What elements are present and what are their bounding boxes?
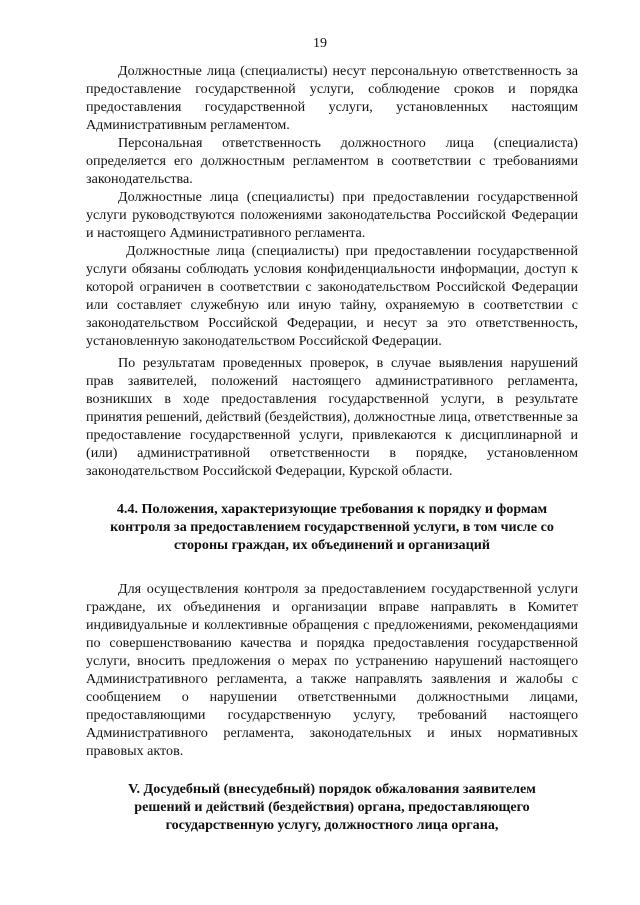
paragraph-personal-responsibility: Должностные лица (специалисты) несут персональную ответственность за предоставление государственной услуги, соблюдение сроков и порядка предоставления государственной услуги, установленных настоящим Административным регламентом. bbox=[86, 63, 578, 133]
paragraph-official-regulation: Персональная ответственность должностного лица (специалиста) определяется его должностным регламентом в соответствии с требованиями законодательства. bbox=[86, 135, 578, 187]
section-v-heading: V. Досудебный (внесудебный) порядок обжалования заявителем решений и действий (бездействия) органа, предоставляющего государственную услугу, должностного лица органа, bbox=[128, 781, 536, 833]
section-4-4-heading: 4.4. Положения, характеризующие требования к порядку и формам контроля за предоставлением государственной услуги, в том числе со стороны граждан, их объединений и организаций bbox=[110, 501, 554, 553]
document-body bbox=[86, 62, 578, 834]
paragraph-citizen-control: Для осуществления контроля за предоставлением государственной услуги граждане, их объединения и организации вправе направлять в Комитет индивидуальные и коллективные обращения с предложениями, рекомендациями по совершенствованию качества и порядка предоставления государственной услуги, вносить предложения о мерах по устранению нарушений настоящего Административного регламента, а также направлять заявления и жалобы с сообщением о нарушении ответственными должностными лицами, предоставляющими государственную услугу, требований настоящего Административного регламента, законодательных и иных нормативных правовых актов. bbox=[86, 581, 578, 759]
paragraph-inspection-results: По результатам проведенных проверок, в случае выявления нарушений прав заявителей, положений настоящего административного регламента, возникших в ходе предоставления государственной услуги, в результате принятия решений, действий (бездействия), должностные лица, ответственные за предоставление государственной услуги, привлекаются к дисциплинарной и (или) административной ответственности в порядке, установленном законодательством Российской Федерации, Курской области. bbox=[86, 355, 578, 479]
paragraph-legislation-guidance: Должностные лица (специалисты) при предоставлении государственной услуги руководствуются положениями законодательства Российской Федерации и настоящего Административного регламента. bbox=[86, 189, 578, 241]
page-number: 19 bbox=[313, 36, 327, 51]
paragraph-confidentiality: Должностные лица (специалисты) при предоставлении государственной услуги обязаны соблюдать условия конфиденциальности информации, доступ к которой ограничен в соответствии с законодательством Российской Федерации или составляет служебную или иную тайну, охраняемую в соответствии с законодательством Российской Федерации, и несут за это ответственность, установленную законодательством Российской Федерации. bbox=[86, 243, 578, 349]
